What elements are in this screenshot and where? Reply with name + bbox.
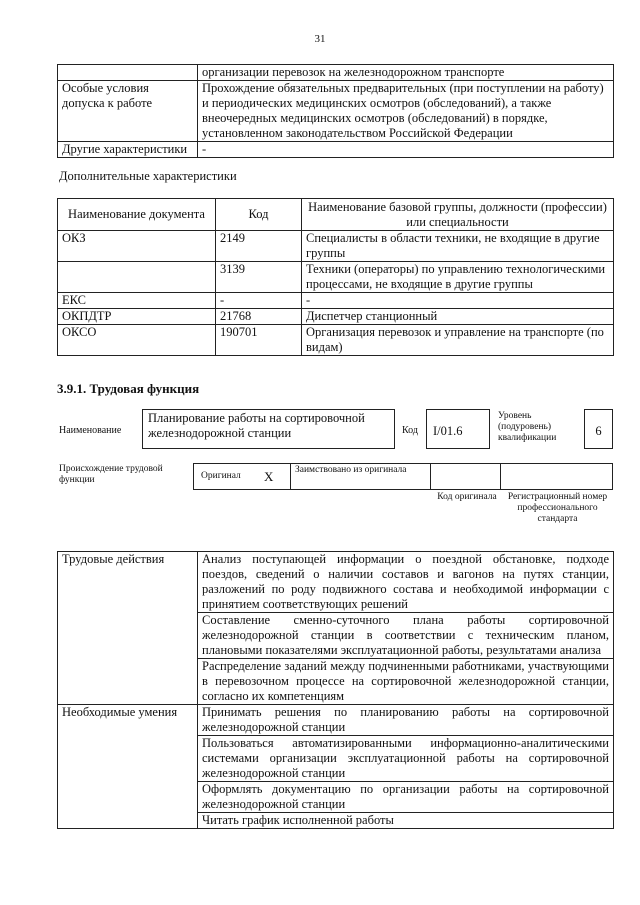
- additional-table: [57, 198, 614, 356]
- group-item: Читать график исполненной работы: [198, 813, 614, 829]
- group-item: Составление сменно-суточного плана работы сортировочной железнодорожной станции в соответствии с техническим планом, плановыми показателями эксплуатационной работы, результатами анализа: [198, 613, 614, 659]
- orig-code-box: [430, 463, 501, 490]
- level-box: [584, 409, 613, 449]
- table-row: [58, 552, 614, 613]
- table-cell: 190701: [216, 325, 302, 356]
- table-cell: Специалисты в области техники, не входящие в другие группы: [302, 231, 614, 262]
- row-value: -: [198, 142, 614, 158]
- group-item: Оформлять документацию по организации работы на сортировочной железнодорожной станции: [198, 782, 614, 813]
- code-box: [426, 409, 490, 449]
- table-row: [58, 309, 614, 325]
- group-label: Трудовые действия: [58, 552, 198, 705]
- group-label: Необходимые умения: [58, 705, 198, 829]
- original-mark: X: [264, 469, 274, 484]
- table-row: [58, 142, 614, 158]
- table-cell: Техники (операторы) по управлению технологическими процессами, не входящие в другие группы: [302, 262, 614, 293]
- table-row: [58, 705, 614, 736]
- borrowed-box: [290, 463, 431, 490]
- group-item: Пользоваться автоматизированными информационно-аналитическими системами организации эксплуатационной работы на сортировочной железнодорожной станции: [198, 736, 614, 782]
- labor-functions-table: [57, 551, 614, 829]
- row-value: Прохождение обязательных предварительных (при поступлении на работу) и периодических медицинских осмотров (обследований), а также внеочередных медицинских осмотров (обследований) в порядке, установленном законодательством Российской Федерации: [198, 81, 614, 142]
- code-label: Код: [402, 425, 418, 436]
- table-cell: Организация перевозок и управление на транспорте (по видам): [302, 325, 614, 356]
- group-item: Анализ поступающей информации о поездной обстановке, подходе поездов, сведений о наличии составов и вагонов на путях станции, разложений по роду подвижного состава и необходимой информации с принятием соответствующих решений: [198, 552, 614, 613]
- function-name: Планирование работы на сортировочной железнодорожной станции: [148, 411, 365, 440]
- code-value: I/01.6: [433, 424, 463, 438]
- table-row: [58, 65, 614, 81]
- table-row: [58, 231, 614, 262]
- table-cell: 2149: [216, 231, 302, 262]
- level-value: 6: [595, 424, 602, 438]
- borrowed-label: Заимствовано из оригинала: [295, 465, 407, 475]
- table-cell: Диспетчер станционный: [302, 309, 614, 325]
- row-label: [58, 65, 198, 81]
- column-header: Наименование базовой группы, должности (профессии) или специальности: [302, 199, 614, 231]
- group-item: Принимать решения по планированию работы на сортировочной железнодорожной станции: [198, 705, 614, 736]
- table-cell: 3139: [216, 262, 302, 293]
- table-header-row: [58, 199, 614, 231]
- qualification-table: [57, 64, 614, 158]
- origin-label: Происхождение трудовой функции: [59, 464, 163, 485]
- function-title: 3.9.1. Трудовая функция: [57, 381, 200, 396]
- column-header: Код: [216, 199, 302, 231]
- row-value: организации перевозок на железнодорожном транспорте: [198, 65, 614, 81]
- level-label: Уровень (подуровень) квалификации: [498, 411, 557, 443]
- table-cell: ОКЗ: [58, 231, 216, 262]
- origin-boxes: [193, 463, 613, 490]
- additional-title: Дополнительные характеристики: [59, 169, 237, 183]
- original-box: [193, 463, 291, 490]
- reg-number-box: [500, 463, 613, 490]
- table-cell: ЕКС: [58, 293, 216, 309]
- row-label: Особые условия допуска к работе: [58, 81, 198, 142]
- table-cell: -: [216, 293, 302, 309]
- page-number: 31: [314, 33, 326, 45]
- table-cell: ОКПДТР: [58, 309, 216, 325]
- name-label: Наименование: [59, 425, 122, 436]
- reg-number-caption: Регистрационный номер профессионального стандарта: [507, 492, 608, 524]
- column-header: Наименование документа: [58, 199, 216, 231]
- table-cell: 21768: [216, 309, 302, 325]
- table-row: [58, 81, 614, 142]
- table-cell: [58, 262, 216, 293]
- table-row: [58, 325, 614, 356]
- table-cell: -: [302, 293, 614, 309]
- row-label: Другие характеристики: [58, 142, 198, 158]
- function-name-box: [142, 409, 395, 449]
- original-label: Оригинал: [201, 471, 241, 481]
- table-row: [58, 262, 614, 293]
- orig-code-caption: Код оригинала: [437, 492, 497, 502]
- table-cell: ОКСО: [58, 325, 216, 356]
- table-row: [58, 293, 614, 309]
- group-item: Распределение заданий между подчиненными работниками, участвующими в перевозочном процессе на сортировочной железнодорожной станции, согласно их компетенциям: [198, 659, 614, 705]
